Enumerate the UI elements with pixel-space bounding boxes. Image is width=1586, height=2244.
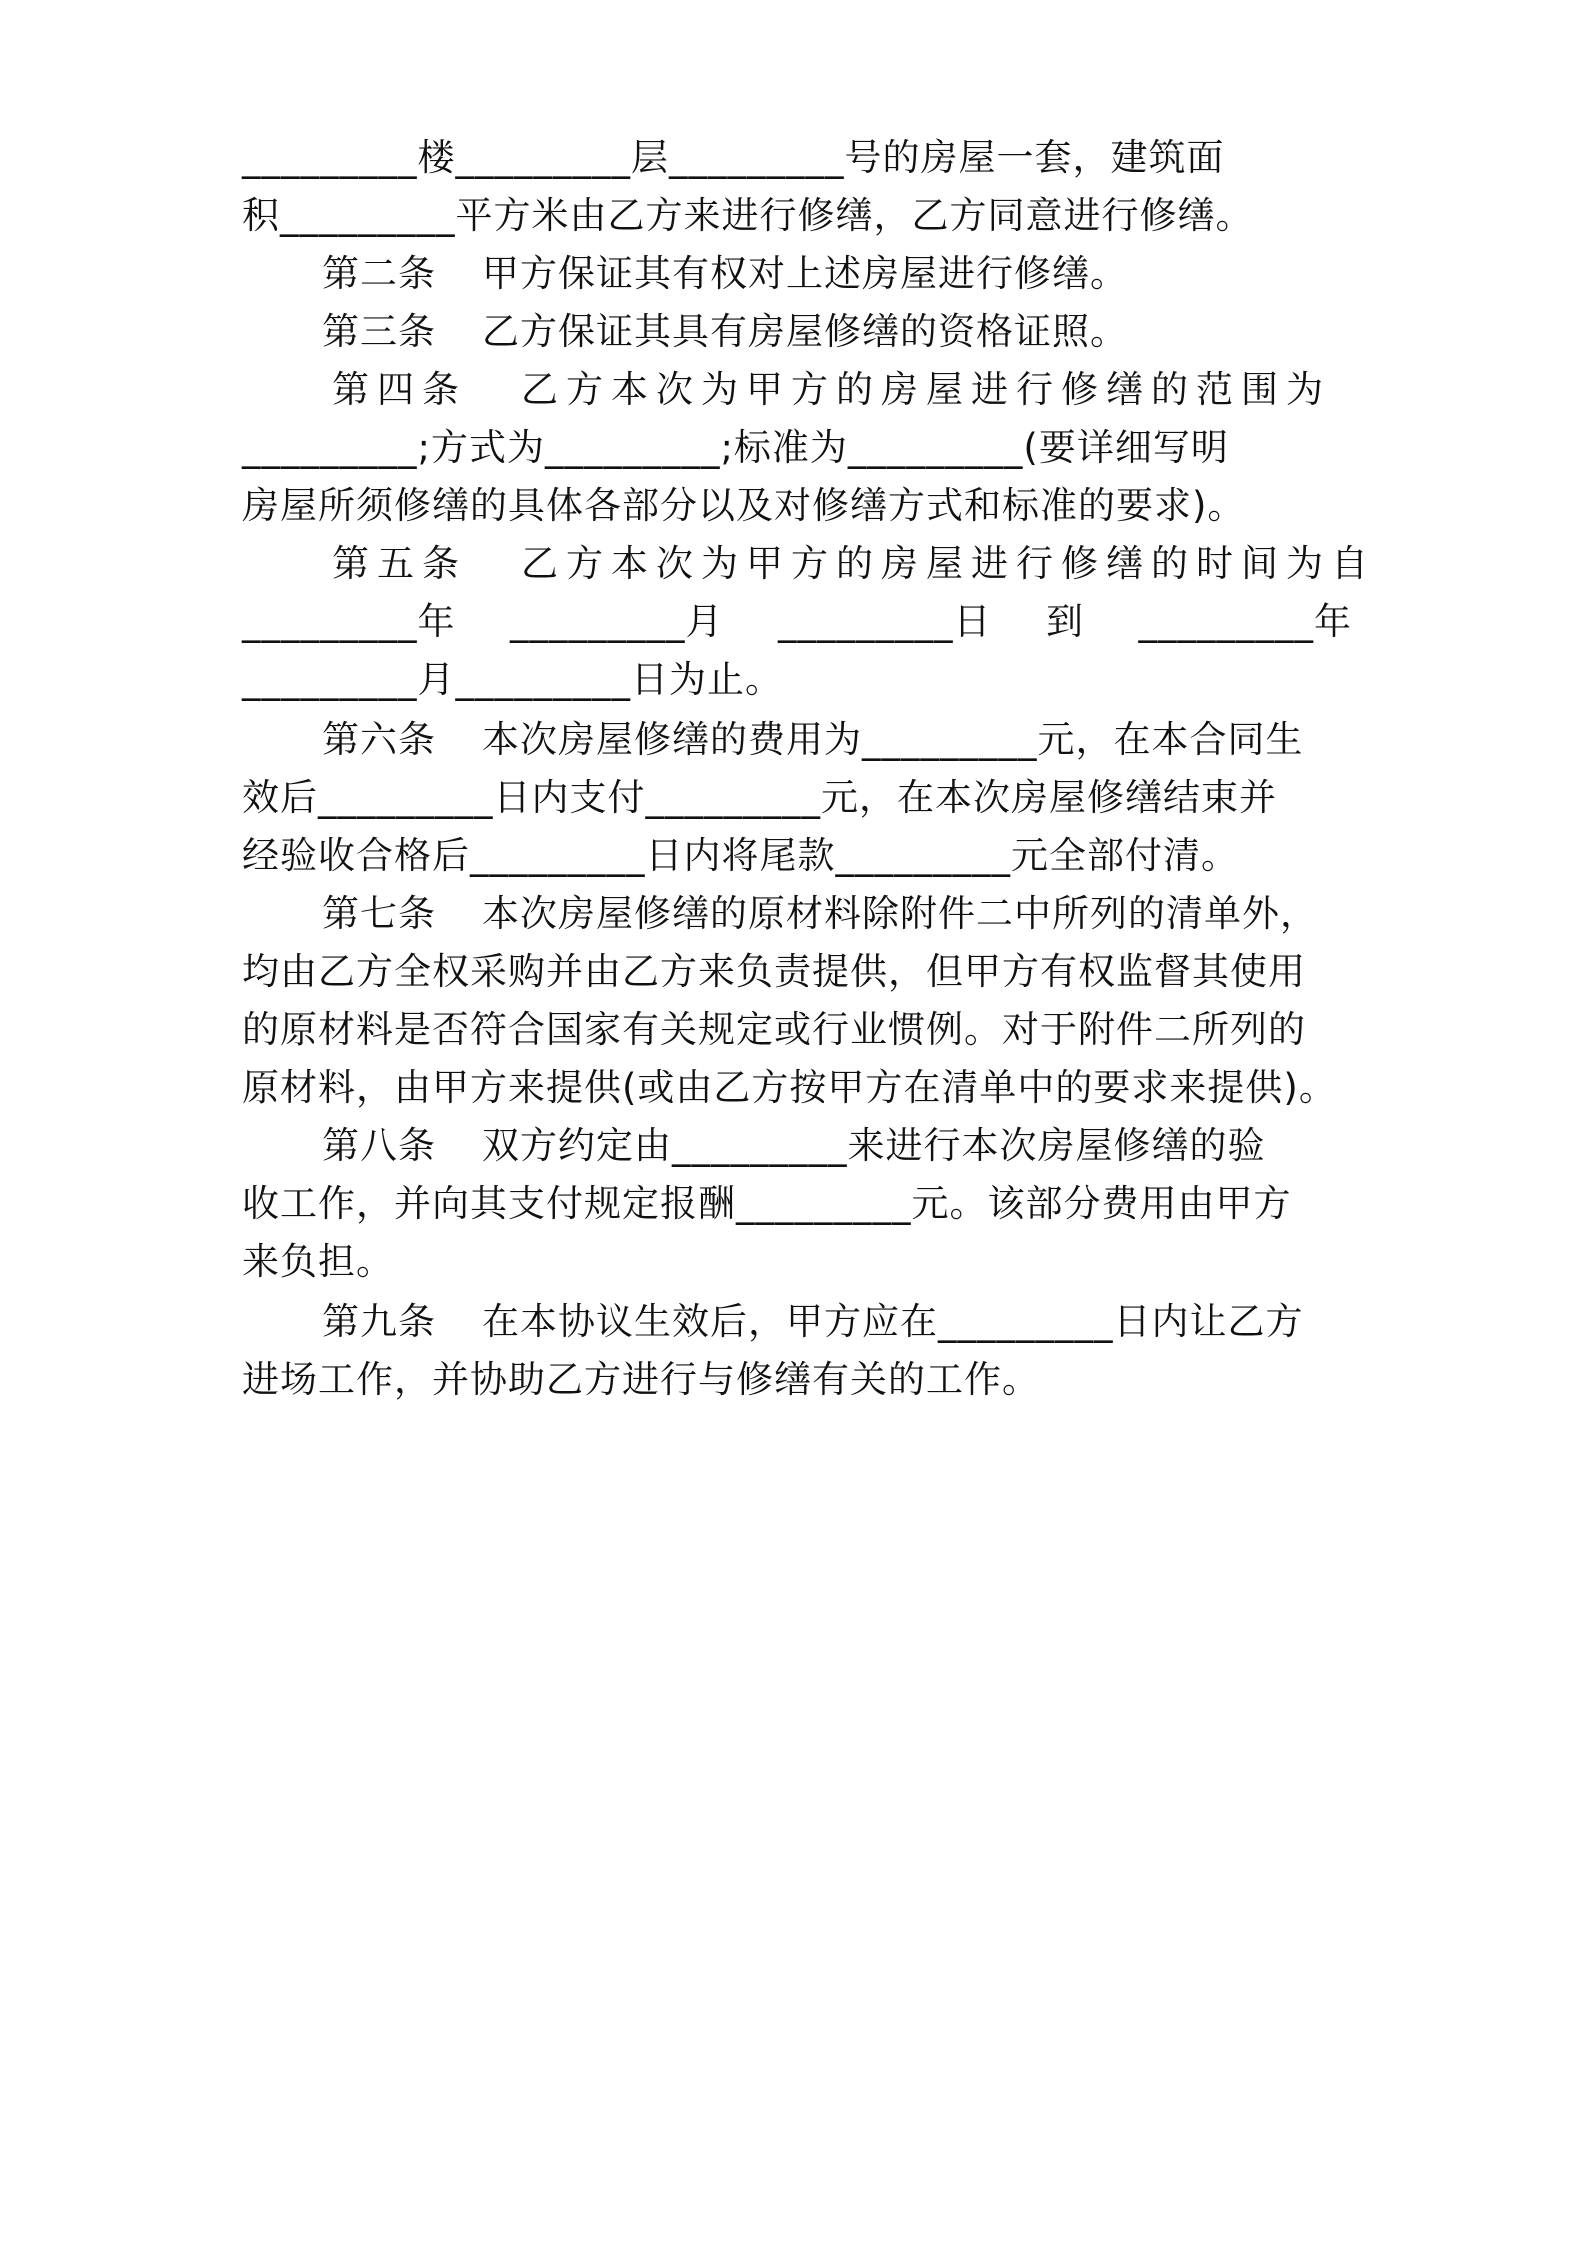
paragraph-line (242, 1000, 1352, 1060)
paragraph-line (242, 1058, 1352, 1118)
line-text: 来负担。 (242, 1240, 394, 1283)
paragraph-line (242, 942, 1352, 1002)
article-line-6 (322, 710, 1352, 770)
line-text: 本次房屋修缮的原材料除附件二中所列的清单外， (482, 892, 1318, 935)
article-number: 第七条 (322, 892, 436, 935)
line-text: 积_________平方米由乙方来进行修缮，乙方同意进行修缮。 (242, 194, 1254, 237)
article-line-8 (322, 1116, 1352, 1176)
paragraph-line (242, 768, 1352, 828)
line-text: 原材料，由甲方来提供(或由乙方按甲方在清单中的要求来提供)。 (242, 1066, 1337, 1109)
article-number: 第四条 (332, 368, 467, 411)
date-part: _________月 (510, 600, 724, 643)
article-number: 第三条 (322, 310, 436, 353)
article-number: 第六条 (322, 718, 436, 761)
paragraph-line (242, 1350, 1352, 1410)
paragraph-line (242, 418, 1352, 478)
date-part: _________年 (242, 600, 456, 643)
line-text: 的原材料是否符合国家有关规定或行业惯例。对于附件二所列的 (242, 1008, 1306, 1051)
paragraph-line (242, 128, 1352, 188)
line-text: 本次房屋修缮的费用为_________元，在本合同生 (482, 718, 1304, 761)
line-text: 甲方保证其有权对上述房屋进行修缮。 (482, 252, 1128, 295)
line-text: 双方约定由_________来进行本次房屋修缮的验 (482, 1124, 1266, 1167)
article-number: 第九条 (322, 1300, 436, 1343)
line-text: 收工作，并向其支付规定报酬_________元。该部分费用由甲方 (242, 1182, 1292, 1225)
article-number: 第二条 (322, 252, 436, 295)
article-line-5 (332, 534, 1376, 594)
date-part: _________年 (1138, 600, 1352, 643)
line-text: 效后_________日内支付_________元，在本次房屋修缮结束并 (242, 776, 1277, 819)
paragraph-line (242, 1232, 1352, 1292)
line-text: 进场工作，并协助乙方进行与修缮有关的工作。 (242, 1358, 1040, 1401)
line-text: 在本协议生效后，甲方应在_________日内让乙方 (482, 1300, 1304, 1343)
date-part: 到 (1046, 600, 1084, 643)
line-text: 乙方本次为甲方的房屋进行修缮的时间为自 (521, 542, 1376, 585)
line-text: _________月_________日为止。 (242, 658, 783, 701)
paragraph-line (242, 186, 1352, 246)
line-text: 乙方本次为甲方的房屋进行修缮的范围为 (521, 368, 1331, 411)
line-text: 房屋所须修缮的具体各部分以及对修缮方式和标准的要求)。 (242, 484, 1246, 527)
article-line-7 (322, 884, 1352, 944)
paragraph-line (242, 1174, 1352, 1234)
paragraph-line (242, 650, 1352, 710)
paragraph-line (242, 476, 1352, 536)
article-number: 第八条 (322, 1124, 436, 1167)
date-line (242, 592, 1352, 652)
line-text: 均由乙方全权采购并由乙方来负责提供，但甲方有权监督其使用 (242, 950, 1306, 993)
paragraph-line (242, 826, 1352, 886)
line-text: 经验收合格后_________日内将尾款_________元全部付清。 (242, 834, 1239, 877)
article-line-3 (322, 302, 1352, 362)
article-line-2 (322, 244, 1352, 304)
article-line-9 (322, 1292, 1352, 1352)
line-text: _________楼_________层_________号的房屋一套，建筑面 (242, 136, 1225, 179)
date-part: _________日 (778, 600, 992, 643)
article-number: 第五条 (332, 542, 467, 585)
line-text: 乙方保证其具有房屋修缮的资格证照。 (482, 310, 1128, 353)
line-text: _________;方式为_________;标准为_________(要详细写明 (242, 426, 1229, 469)
article-line-4 (332, 360, 1352, 420)
